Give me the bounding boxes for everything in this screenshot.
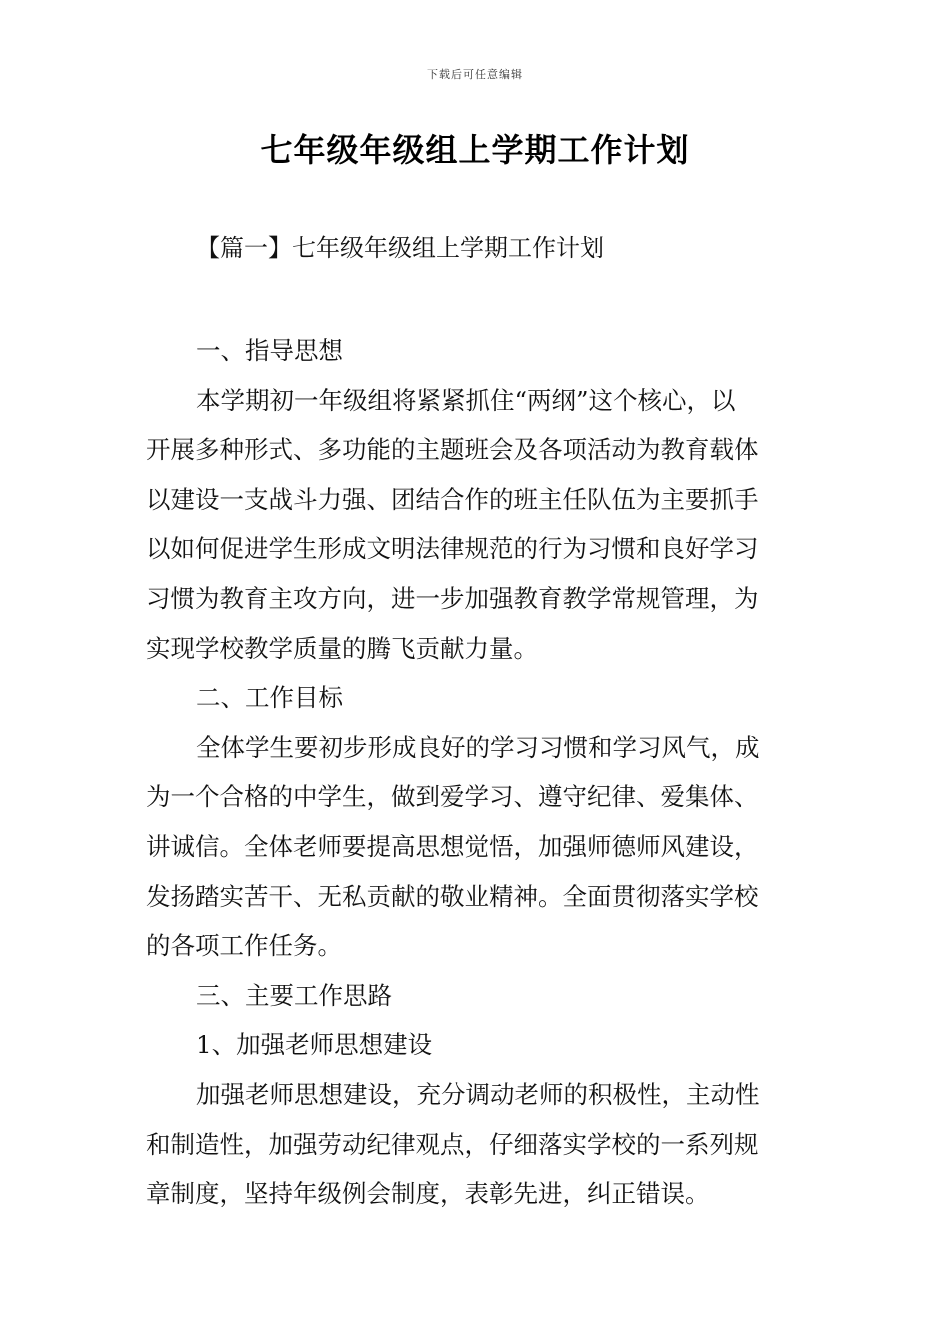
body-line: 发扬踏实苦干、无私贡献的敬业精神。全面贯彻落实学校 [146,881,759,911]
body-line: 1、加强老师思想建设 [196,1030,433,1060]
body-line: 为一个合格的中学生，做到爱学习、遵守纪律、爱集体、 [146,782,759,812]
body-line: 讲诚信。全体老师要提高思想觉悟，加强师德师风建设， [146,831,759,861]
body-line: 三、主要工作思路 [196,980,392,1010]
document-title: 七年级年级组上学期工作计划 [260,131,690,169]
body-line: 加强老师思想建设，充分调动老师的积极性，主动性 [196,1079,760,1109]
body-line: 和制造性，加强劳动纪律观点，仔细落实学校的一系列规 [146,1129,759,1159]
header-note: 下载后可任意编辑 [427,68,523,81]
body-line: 实现学校教学质量的腾飞贡献力量。 [146,633,538,663]
body-line: 开展多种形式、多功能的主题班会及各项活动为教育载体 [146,435,759,465]
body-line: 章制度，坚持年级例会制度，表彰先进，纠正错误。 [146,1179,710,1209]
body-line: 习惯为教育主攻方向，进一步加强教育教学常规管理，为 [146,583,759,613]
body-line: 一、指导思想 [196,336,343,365]
body-text [146,326,806,1219]
body-line: 二、工作目标 [196,683,343,713]
body-line: 本学期初一年级组将紧紧抓住“两纲”这个核心，以 [196,385,736,415]
body-line: 的各项工作任务。 [146,931,342,961]
body-line: 以建设一支战斗力强、团结合作的班主任队伍为主要抓手 [146,484,759,514]
body-line: 全体学生要初步形成良好的学习习惯和学习风气，成 [196,732,760,762]
section-subtitle: 【篇一】七年级年级组上学期工作计划 [196,234,604,262]
body-line: 以如何促进学生形成文明法律规范的行为习惯和良好学习 [146,534,759,564]
